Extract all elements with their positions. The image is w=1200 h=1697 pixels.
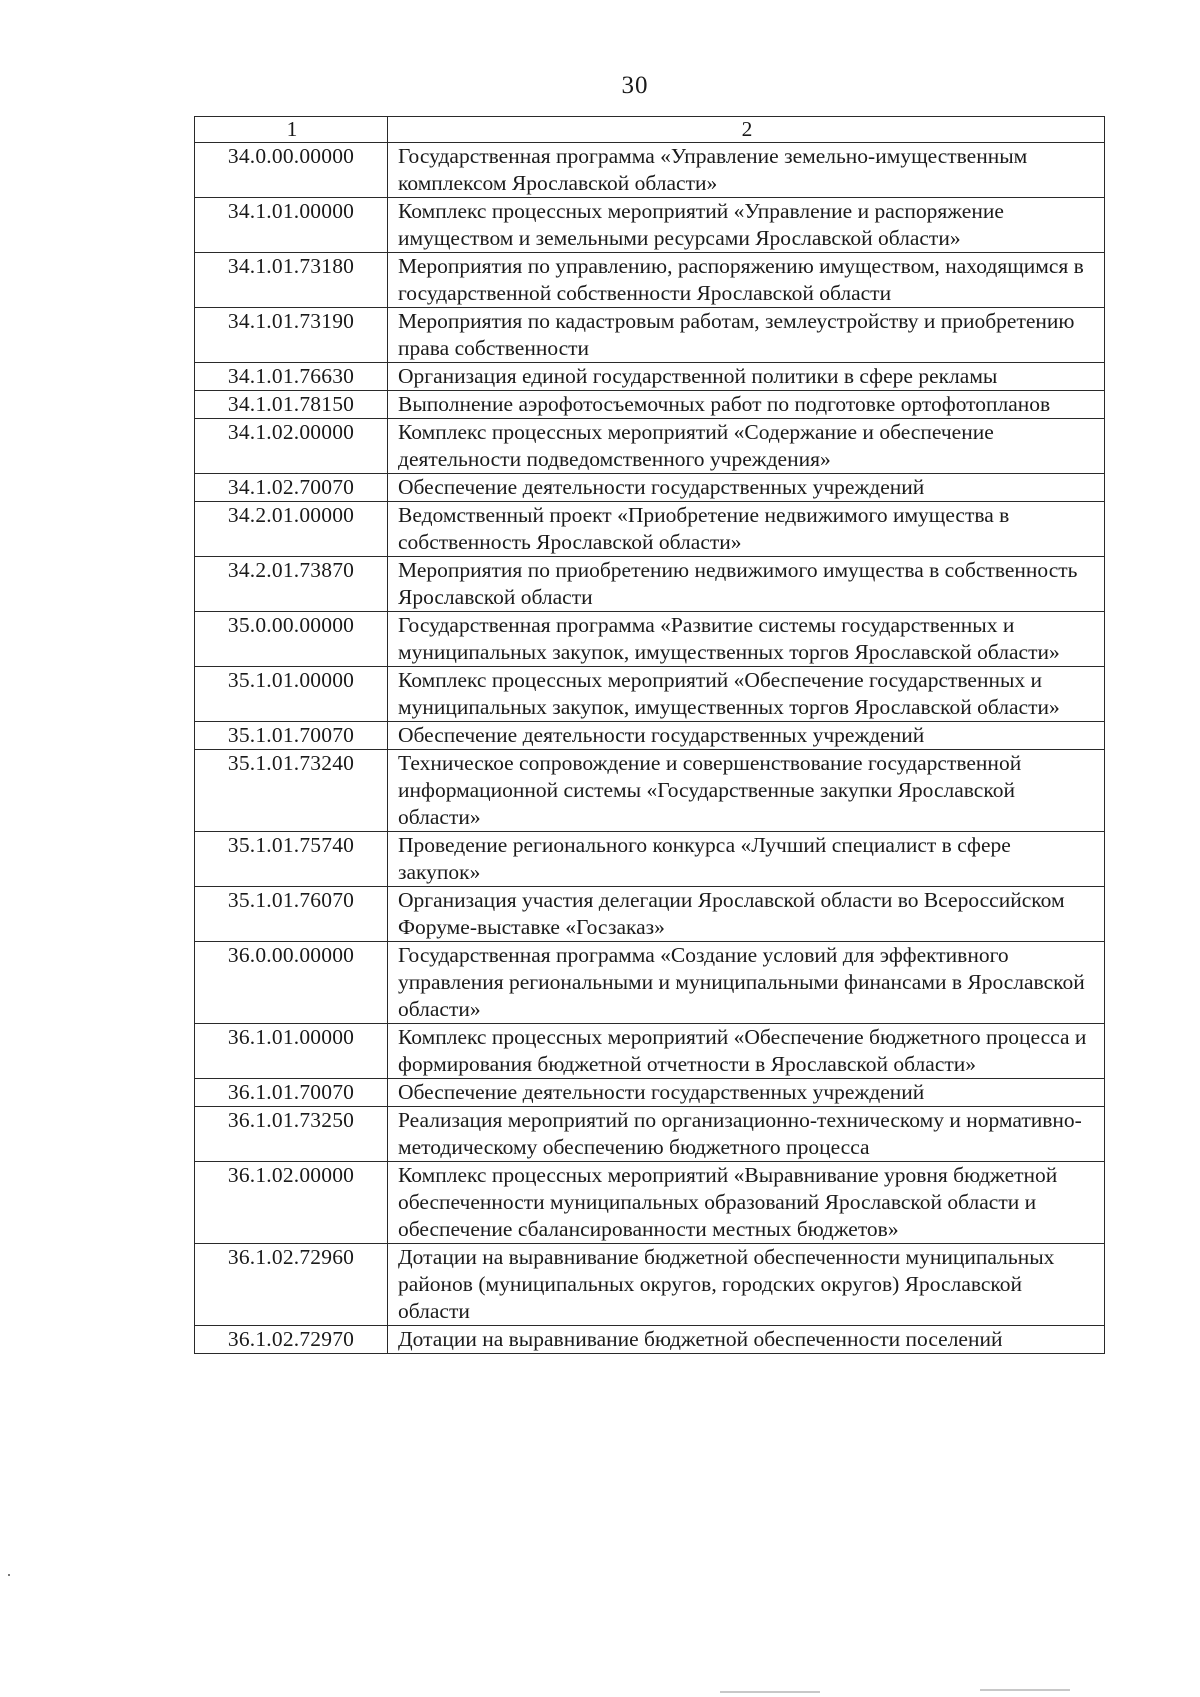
budget-classification-table xyxy=(194,116,1105,1354)
row-code: 35.1.01.75740 xyxy=(195,832,388,887)
table-row xyxy=(195,419,1105,474)
table-row xyxy=(195,1024,1105,1079)
row-code: 36.1.02.72960 xyxy=(195,1244,388,1326)
row-name: Комплекс процессных мероприятий «Обеспечение государственных и муниципальных закупок, имущественных торгов Ярославской области» xyxy=(388,667,1105,722)
table-row xyxy=(195,557,1105,612)
table-row xyxy=(195,750,1105,832)
row-code: 34.1.01.73180 xyxy=(195,253,388,308)
row-code: 36.1.02.00000 xyxy=(195,1162,388,1244)
row-name: Дотации на выравнивание бюджетной обеспеченности поселений xyxy=(388,1326,1105,1354)
row-code: 34.1.01.00000 xyxy=(195,198,388,253)
row-name: Обеспечение деятельности государственных учреждений xyxy=(388,722,1105,750)
table-row xyxy=(195,1244,1105,1326)
scan-speck xyxy=(8,1574,10,1576)
row-name: Ведомственный проект «Приобретение недвижимого имущества в собственность Ярославской области» xyxy=(388,502,1105,557)
row-code: 34.2.01.73870 xyxy=(195,557,388,612)
row-name: Выполнение аэрофотосъемочных работ по подготовке ортофотопланов xyxy=(388,391,1105,419)
row-name: Комплекс процессных мероприятий «Управление и распоряжение имуществом и земельными ресурсами Ярославской области» xyxy=(388,198,1105,253)
row-name: Обеспечение деятельности государственных учреждений xyxy=(388,474,1105,502)
row-code: 36.0.00.00000 xyxy=(195,942,388,1024)
row-code: 34.1.01.76630 xyxy=(195,363,388,391)
table-row xyxy=(195,502,1105,557)
table-row xyxy=(195,1079,1105,1107)
row-name: Государственная программа «Создание условий для эффективного управления региональными и муниципальными финансами в Ярославской области» xyxy=(388,942,1105,1024)
row-code: 34.1.02.70070 xyxy=(195,474,388,502)
table-row xyxy=(195,143,1105,198)
row-code: 35.1.01.00000 xyxy=(195,667,388,722)
row-code: 34.2.01.00000 xyxy=(195,502,388,557)
row-name: Организация участия делегации Ярославской области во Всероссийском Форуме-выставке «Госзаказ» xyxy=(388,887,1105,942)
row-code: 34.0.00.00000 xyxy=(195,143,388,198)
table-row xyxy=(195,1107,1105,1162)
scan-mark xyxy=(720,1691,820,1693)
row-code: 34.1.02.00000 xyxy=(195,419,388,474)
table-row xyxy=(195,612,1105,667)
column-header-name: 2 xyxy=(388,117,1105,143)
table-row xyxy=(195,722,1105,750)
table-row xyxy=(195,1162,1105,1244)
row-name: Мероприятия по кадастровым работам, землеустройству и приобретению права собственности xyxy=(388,308,1105,363)
table-row xyxy=(195,832,1105,887)
row-code: 35.0.00.00000 xyxy=(195,612,388,667)
table-row xyxy=(195,887,1105,942)
table-row xyxy=(195,391,1105,419)
row-name: Государственная программа «Развитие системы государственных и муниципальных закупок, имущественных торгов Ярославской области» xyxy=(388,612,1105,667)
table-row xyxy=(195,474,1105,502)
table-row xyxy=(195,1326,1105,1354)
row-name: Проведение регионального конкурса «Лучший специалист в сфере закупок» xyxy=(388,832,1105,887)
column-header-code: 1 xyxy=(195,117,388,143)
table-row xyxy=(195,363,1105,391)
table-row xyxy=(195,253,1105,308)
row-name: Мероприятия по управлению, распоряжению имуществом, находящимся в государственной собственности Ярославской области xyxy=(388,253,1105,308)
table-row xyxy=(195,198,1105,253)
row-code: 36.1.01.70070 xyxy=(195,1079,388,1107)
table-row xyxy=(195,667,1105,722)
row-code: 36.1.01.73250 xyxy=(195,1107,388,1162)
row-name: Комплекс процессных мероприятий «Выравнивание уровня бюджетной обеспеченности муниципальных образований Ярославской области и обеспечение сбалансированности местных бюджетов» xyxy=(388,1162,1105,1244)
table-row xyxy=(195,942,1105,1024)
row-name: Комплекс процессных мероприятий «Обеспечение бюджетного процесса и формирования бюджетной отчетности в Ярославской области» xyxy=(388,1024,1105,1079)
row-name: Комплекс процессных мероприятий «Содержание и обеспечение деятельности подведомственного учреждения» xyxy=(388,419,1105,474)
page-number: 30 xyxy=(621,72,649,99)
table-header-row xyxy=(195,117,1105,143)
row-code: 34.1.01.73190 xyxy=(195,308,388,363)
row-name: Техническое сопровождение и совершенствование государственной информационной системы «Государственные закупки Ярославской области» xyxy=(388,750,1105,832)
row-code: 34.1.01.78150 xyxy=(195,391,388,419)
row-name: Реализация мероприятий по организационно-техническому и нормативно-методическому обеспечению бюджетного процесса xyxy=(388,1107,1105,1162)
row-code: 36.1.01.00000 xyxy=(195,1024,388,1079)
table-row xyxy=(195,308,1105,363)
row-name: Дотации на выравнивание бюджетной обеспеченности муниципальных районов (муниципальных округов, городских округов) Ярославской области xyxy=(388,1244,1105,1326)
row-name: Государственная программа «Управление земельно-имущественным комплексом Ярославской области» xyxy=(388,143,1105,198)
row-name: Организация единой государственной политики в сфере рекламы xyxy=(388,363,1105,391)
row-code: 35.1.01.76070 xyxy=(195,887,388,942)
row-name: Обеспечение деятельности государственных учреждений xyxy=(388,1079,1105,1107)
scan-mark xyxy=(980,1689,1070,1691)
row-code: 36.1.02.72970 xyxy=(195,1326,388,1354)
row-name: Мероприятия по приобретению недвижимого имущества в собственность Ярославской области xyxy=(388,557,1105,612)
row-code: 35.1.01.70070 xyxy=(195,722,388,750)
row-code: 35.1.01.73240 xyxy=(195,750,388,832)
